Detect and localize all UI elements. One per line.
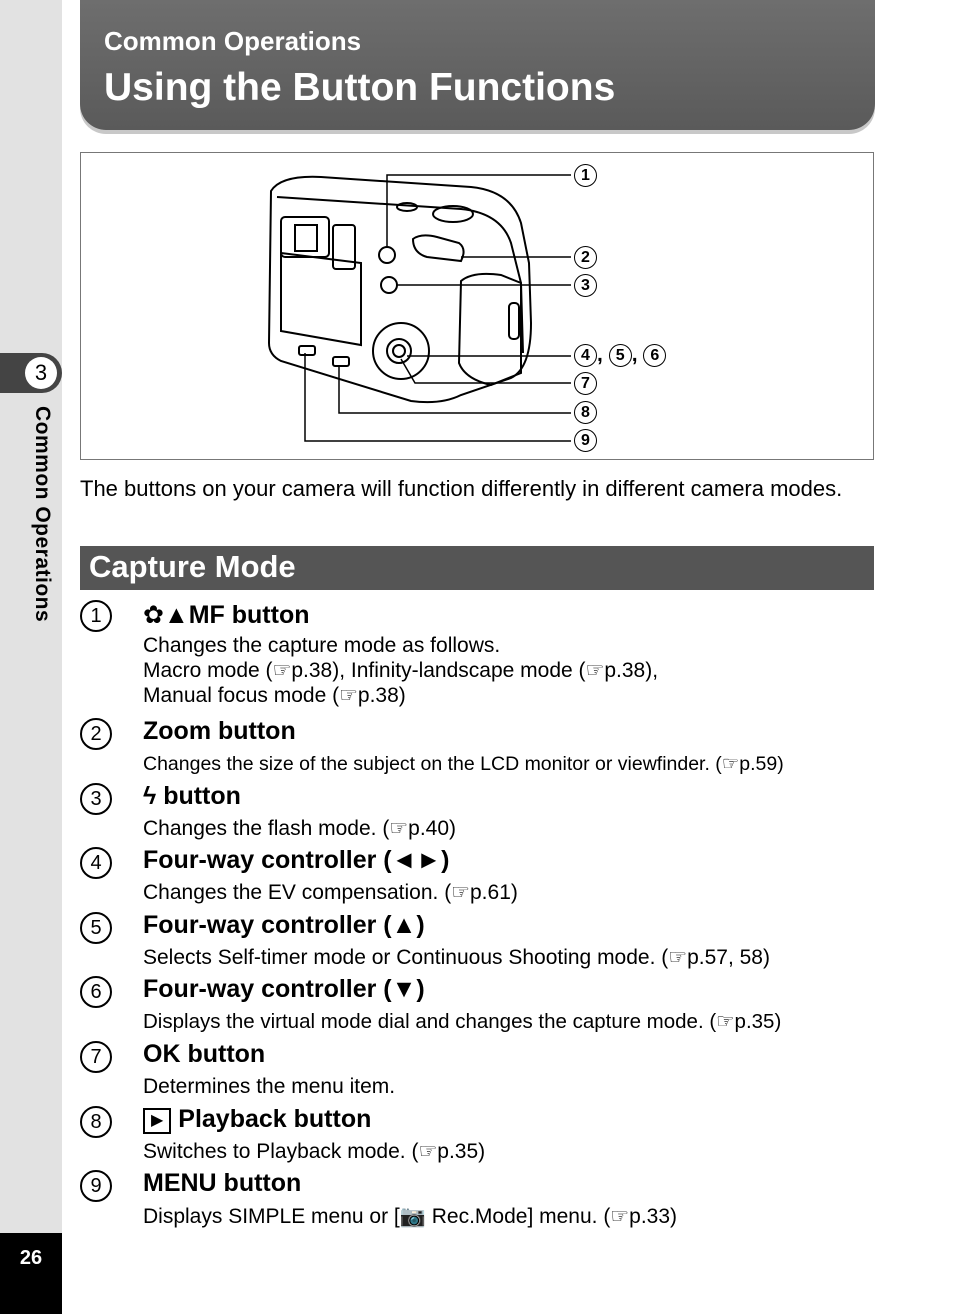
item-title-text: button (231, 601, 310, 629)
sidebar-strip (0, 0, 62, 1314)
callout-number: 5 (609, 344, 632, 367)
item-desc-9: Displays SIMPLE menu or [📷 Rec.Mode] menu. (☞p.33) (143, 1205, 678, 1228)
item-title-text: Playback button (178, 1105, 372, 1133)
item-desc-1b: Macro mode (☞p.38), Infinity-landscape mode (☞p.38), (143, 659, 659, 682)
callout-number: 6 (643, 344, 666, 367)
playback-icon: ▶ (143, 1108, 171, 1134)
flash-icon: ϟ (143, 782, 157, 810)
item-title-text: button (163, 782, 241, 810)
page-number: 26 (19, 1247, 43, 1269)
callout-number: 4 (574, 344, 597, 367)
item-title-9: MENU button (143, 1169, 302, 1197)
callout-number: 7 (574, 372, 597, 395)
callout-9 (574, 428, 597, 452)
callout-separator: , (631, 343, 638, 366)
item-desc-3: Changes the flash mode. (☞p.40) (143, 817, 457, 840)
item-number-6: 6 (80, 976, 112, 1008)
camera-figure (80, 152, 874, 460)
item-number-4: 4 (80, 847, 112, 879)
item-number-1: 1 (80, 600, 112, 632)
callout-separator: , (597, 343, 603, 366)
item-title-3 (143, 782, 241, 811)
page-number-box (0, 1233, 62, 1314)
callout-1 (574, 163, 597, 187)
callout-8 (574, 400, 597, 424)
item-number-9: 9 (80, 1170, 112, 1202)
chapter-label: Common Operations (31, 406, 54, 623)
item-title-5: Four-way controller (▲) (143, 911, 425, 939)
item-desc-6: Displays the virtual mode dial and changes the capture mode. (☞p.35) (143, 1010, 782, 1033)
item-desc-5: Selects Self-timer mode or Continuous Shooting mode. (☞p.57, 58) (143, 946, 770, 969)
item-title-8 (143, 1105, 371, 1134)
callout-number: 3 (574, 274, 597, 297)
callout-7 (574, 371, 597, 395)
page-title: Using the Button Functions (104, 66, 616, 109)
macro-infinity-mf-icon: ✿▲MF (143, 601, 225, 629)
item-title-4: Four-way controller (◄►) (143, 846, 450, 874)
item-number-7: 7 (80, 1041, 112, 1073)
item-desc-4: Changes the EV compensation. (☞p.61) (143, 881, 518, 904)
item-number-3: 3 (80, 783, 112, 815)
page-header (80, 0, 875, 130)
item-number-2: 2 (80, 718, 112, 750)
item-desc-1c: Manual focus mode (☞p.38) (143, 684, 406, 707)
callout-4-5-6 (574, 343, 666, 367)
callout-number: 1 (574, 164, 597, 187)
callout-number: 2 (574, 246, 597, 269)
item-desc-2: Changes the size of the subject on the LCD monitor or viewfinder. (☞p.59) (143, 753, 784, 775)
callout-number: 9 (574, 429, 597, 452)
item-title-2: Zoom button (143, 717, 296, 745)
camera-illustration (81, 153, 873, 459)
item-title-1 (143, 600, 309, 630)
header-subtitle: Common Operations (104, 26, 362, 56)
item-desc-7: Determines the menu item. (143, 1075, 396, 1098)
item-number-5: 5 (80, 912, 112, 944)
item-desc-1a: Changes the capture mode as follows. (143, 634, 501, 657)
item-title-7: OK button (143, 1040, 266, 1068)
item-number-8: 8 (80, 1106, 112, 1138)
callout-3 (574, 273, 597, 297)
item-title-6: Four-way controller (▼) (143, 975, 425, 1003)
chapter-number: 3 (25, 357, 57, 389)
item-desc-8: Switches to Playback mode. (☞p.35) (143, 1140, 486, 1163)
callout-number: 8 (574, 401, 597, 424)
section-title: Capture Mode (89, 549, 296, 584)
intro-paragraph: The buttons on your camera will function differently in different camera modes. (80, 476, 843, 501)
callout-2 (574, 245, 597, 269)
